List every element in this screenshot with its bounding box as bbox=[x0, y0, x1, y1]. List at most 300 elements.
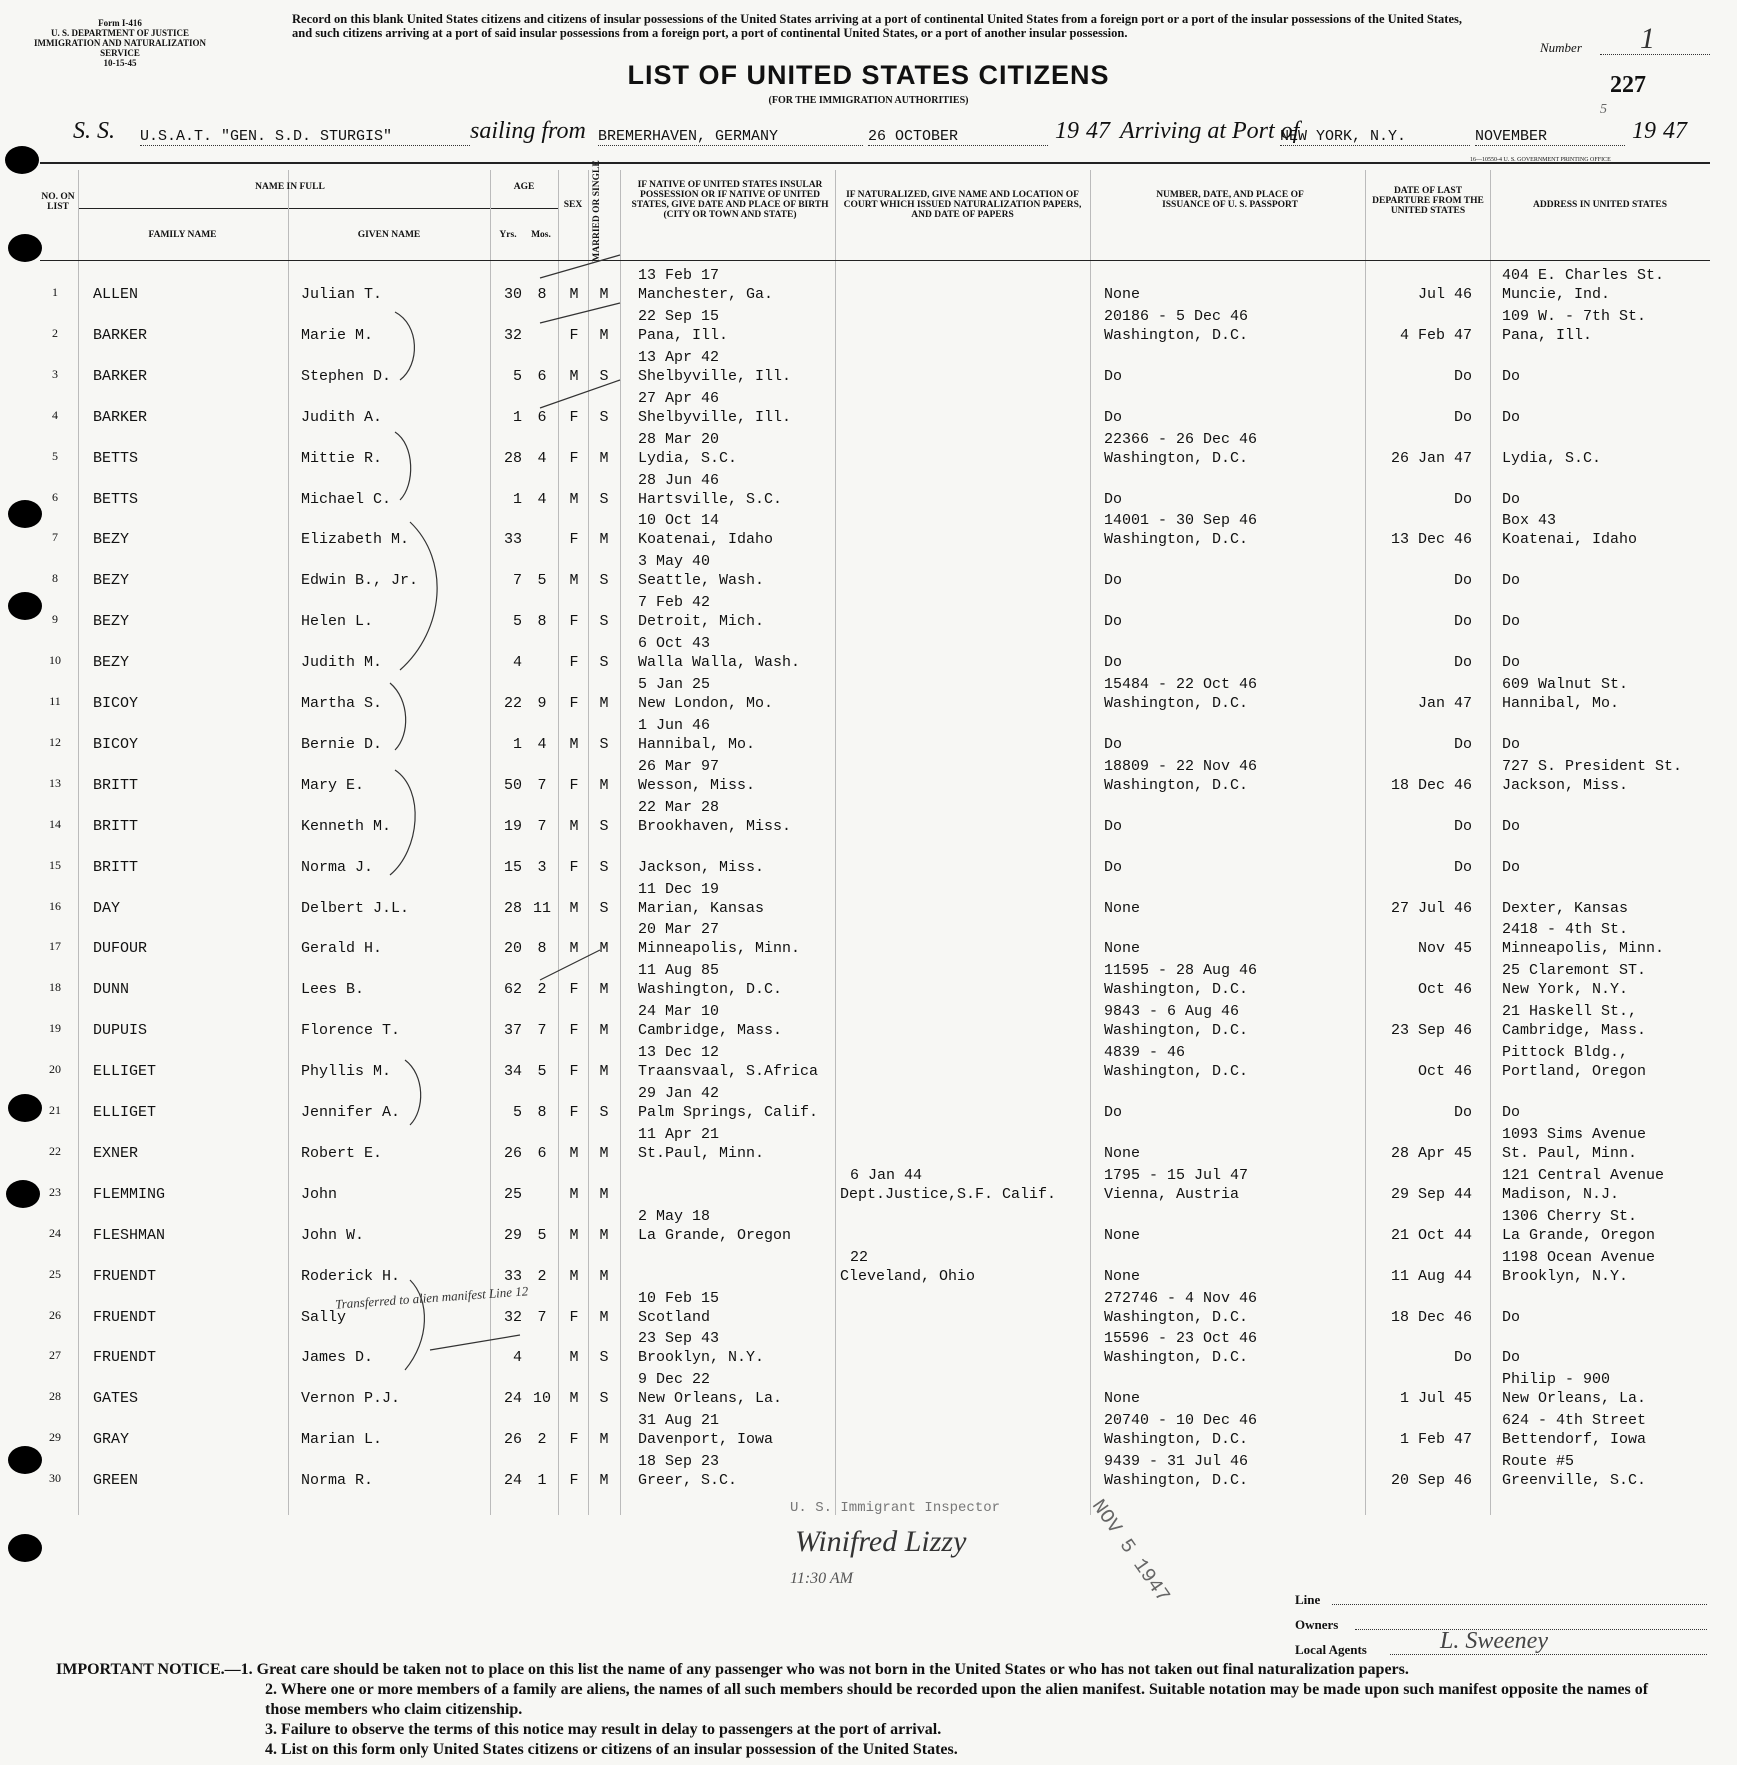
family-name: DUFOUR bbox=[93, 940, 148, 958]
family-name: BEZY bbox=[93, 531, 130, 549]
birth-place: New London, Mo. bbox=[638, 695, 774, 712]
sex: M bbox=[569, 1390, 579, 1408]
given-name: Edwin B., Jr. bbox=[301, 572, 419, 590]
birth-place: Minneapolis, Minn. bbox=[638, 940, 801, 958]
passport-place: Do bbox=[1104, 572, 1123, 590]
sex: F bbox=[569, 776, 579, 794]
given-name: John bbox=[301, 1185, 338, 1203]
last-departure: 26 Jan 47 bbox=[1390, 449, 1472, 467]
passport-place: Washington, D.C. bbox=[1104, 1063, 1249, 1081]
marital-status: S bbox=[599, 367, 609, 385]
marital-status: M bbox=[599, 1185, 609, 1203]
header-address: ADDRESS IN UNITED STATES bbox=[1532, 200, 1667, 210]
sex: F bbox=[569, 981, 579, 999]
marital-status: M bbox=[599, 449, 609, 467]
departure-year: 47 bbox=[1086, 118, 1110, 144]
row-number: 10 bbox=[49, 653, 61, 668]
address-line-2: Do bbox=[1502, 572, 1521, 590]
family-name: BARKER bbox=[93, 367, 148, 385]
address-line-2: Do bbox=[1502, 1308, 1521, 1326]
family-name: BRITT bbox=[93, 776, 139, 794]
last-departure: 4 Feb 47 bbox=[1399, 326, 1472, 344]
address-line-1: 25 Claremont ST. bbox=[1502, 962, 1647, 980]
last-departure: 13 Dec 46 bbox=[1390, 531, 1472, 549]
last-departure: Do bbox=[1453, 1349, 1472, 1367]
marital-status: S bbox=[599, 858, 609, 876]
given-name: Sally bbox=[301, 1308, 347, 1326]
passport-place: Washington, D.C. bbox=[1104, 326, 1249, 344]
address-line-1: 727 S. President St. bbox=[1502, 757, 1683, 775]
sex: F bbox=[569, 1308, 579, 1326]
address-line-2: Dexter, Kansas bbox=[1502, 899, 1629, 917]
address-line-2: Do bbox=[1502, 1349, 1521, 1367]
header-name-in-full: NAME IN FULL bbox=[255, 182, 325, 192]
header-age: AGE bbox=[513, 182, 535, 192]
marital-status: M bbox=[599, 1063, 609, 1081]
notice-item-3: 3. Failure to observe the terms of this notice may result in delay to passengers at the port of arrival. bbox=[265, 1721, 942, 1738]
last-departure: 28 Apr 45 bbox=[1390, 1144, 1472, 1162]
page-number: 227 bbox=[1610, 72, 1646, 98]
sex: F bbox=[569, 449, 579, 467]
page-title: LIST OF UNITED STATES CITIZENS bbox=[627, 60, 1110, 90]
passport-place: Washington, D.C. bbox=[1104, 449, 1249, 467]
age-years: 28 bbox=[503, 899, 522, 917]
address-line-2: Do bbox=[1502, 735, 1521, 753]
last-departure: Do bbox=[1453, 1104, 1472, 1121]
address-line-1: 609 Walnut St. bbox=[1502, 676, 1629, 693]
passport-place: Washington, D.C. bbox=[1104, 531, 1249, 549]
passport-place: Washington, D.C. bbox=[1104, 776, 1249, 794]
address-line-1: 1093 Sims Avenue bbox=[1502, 1125, 1647, 1143]
marital-status: S bbox=[599, 1349, 609, 1367]
form-date: 10-15-45 bbox=[103, 58, 137, 68]
family-bracket bbox=[390, 683, 406, 750]
age-years: 5 bbox=[512, 613, 522, 631]
check-mark bbox=[540, 303, 620, 323]
birth-date: 22 Mar 28 bbox=[638, 798, 720, 816]
passport-place: Vienna, Austria bbox=[1104, 1185, 1240, 1203]
address-line-1: 2418 - 4th St. bbox=[1502, 921, 1629, 939]
passport-number-date: 20186 - 5 Dec 46 bbox=[1104, 307, 1249, 325]
notice-item-4: 4. List on this form only United States citizens or citizens of an insular possession of the United States. bbox=[265, 1741, 958, 1758]
family-name: BEZY bbox=[93, 572, 130, 590]
sex: F bbox=[569, 695, 579, 712]
birth-date: 3 May 40 bbox=[638, 553, 711, 571]
last-departure: 18 Dec 46 bbox=[1390, 1308, 1472, 1326]
sex: F bbox=[569, 408, 579, 426]
birth-date: 28 Jun 46 bbox=[638, 471, 720, 489]
inspector-signature: Winifred Lizzy bbox=[795, 1525, 967, 1558]
birth-date: 24 Mar 10 bbox=[638, 1003, 720, 1021]
header-mos: Mos. bbox=[531, 230, 551, 240]
last-departure: Do bbox=[1453, 490, 1472, 508]
address-line-2: Do bbox=[1502, 817, 1521, 835]
sex: F bbox=[569, 531, 579, 549]
age-months: 9 bbox=[537, 695, 547, 712]
last-departure: Do bbox=[1453, 408, 1472, 426]
birth-date: 20 Mar 27 bbox=[638, 921, 720, 939]
arriving-label: Arriving at Port of bbox=[1120, 118, 1300, 144]
last-departure: Do bbox=[1453, 817, 1472, 835]
address-line-1: 21 Haskell St., bbox=[1502, 1003, 1638, 1021]
age-years: 22 bbox=[503, 695, 522, 712]
birth-place: Traansvaal, S.Africa bbox=[638, 1063, 819, 1081]
row-number: 15 bbox=[49, 857, 61, 872]
last-departure: Oct 46 bbox=[1417, 981, 1472, 999]
marital-status: S bbox=[599, 899, 609, 917]
family-name: BICOY bbox=[93, 735, 139, 753]
birth-date: 13 Dec 12 bbox=[638, 1044, 720, 1062]
family-name: BARKER bbox=[93, 408, 148, 426]
family-name: FRUENDT bbox=[93, 1308, 157, 1326]
birth-date: 2 May 18 bbox=[638, 1207, 711, 1225]
age-months: 4 bbox=[537, 735, 547, 753]
intro-text: Record on this blank United States citizens and citizens of insular possessions of the United States arriving at a port of continental United States from a foreign port or a port of the insular possessions of the United States, and such citizens arriving at a port of said insular possessions from a foreign port, a port of continental United States, or a port of another insular possession. bbox=[292, 12, 1462, 40]
marital-status: M bbox=[599, 940, 609, 958]
sex: F bbox=[569, 613, 579, 631]
sex: F bbox=[569, 1431, 579, 1449]
family-bracket bbox=[390, 770, 415, 875]
age-months: 5 bbox=[537, 572, 547, 590]
row-number: 26 bbox=[49, 1307, 61, 1322]
given-name: Mary E. bbox=[301, 776, 365, 794]
age-years: 24 bbox=[503, 1390, 522, 1408]
row-number: 16 bbox=[49, 898, 61, 913]
sex: M bbox=[569, 367, 579, 385]
family-bracket bbox=[395, 312, 414, 380]
marital-status: S bbox=[599, 817, 609, 835]
sex: M bbox=[569, 1349, 579, 1367]
line-label: Line bbox=[1295, 1592, 1321, 1607]
family-bracket bbox=[395, 432, 411, 500]
address-line-2: Cambridge, Mass. bbox=[1502, 1022, 1647, 1040]
sex: M bbox=[569, 1267, 579, 1285]
family-name: BARKER bbox=[93, 326, 148, 344]
birth-date: 31 Aug 21 bbox=[638, 1412, 720, 1430]
given-name: John W. bbox=[301, 1226, 365, 1244]
arrival-port: NEW YORK, N.Y. bbox=[1280, 128, 1470, 146]
sex: M bbox=[569, 1185, 579, 1203]
row-number: 1 bbox=[52, 285, 58, 299]
given-name: Judith M. bbox=[301, 654, 383, 672]
marital-status: M bbox=[599, 1431, 609, 1449]
birth-place: Manchester, Ga. bbox=[638, 286, 774, 303]
number-label: Number bbox=[1540, 40, 1582, 55]
address-line-1: 1198 Ocean Avenue bbox=[1502, 1248, 1656, 1266]
birth-date: 22 Sep 15 bbox=[638, 307, 720, 325]
passport-place: Washington, D.C. bbox=[1104, 1472, 1249, 1490]
agents-field bbox=[1390, 1654, 1707, 1655]
sex: F bbox=[569, 1104, 579, 1121]
row-number: 9 bbox=[52, 612, 58, 627]
sex: F bbox=[569, 1022, 579, 1040]
family-name: FRUENDT bbox=[93, 1349, 157, 1367]
address-line-1: 624 - 4th Street bbox=[1502, 1412, 1647, 1430]
passport-place: Washington, D.C. bbox=[1104, 981, 1249, 999]
line-field bbox=[1332, 1604, 1707, 1605]
address-line-2: Greenville, S.C. bbox=[1502, 1472, 1647, 1490]
passport-place: None bbox=[1104, 1267, 1141, 1285]
given-name: Judith A. bbox=[301, 408, 383, 426]
owners-label: Owners bbox=[1295, 1617, 1339, 1632]
row-number: 28 bbox=[49, 1389, 61, 1404]
family-name: BRITT bbox=[93, 817, 139, 835]
marital-status: M bbox=[599, 695, 609, 712]
address-line-2: Portland, Oregon bbox=[1502, 1063, 1647, 1081]
passport-place: Washington, D.C. bbox=[1104, 1308, 1249, 1326]
address-line-2: La Grande, Oregon bbox=[1502, 1226, 1656, 1244]
given-name: Norma J. bbox=[301, 858, 374, 876]
marital-status: S bbox=[599, 572, 609, 590]
sex: M bbox=[569, 735, 579, 753]
age-months: 4 bbox=[537, 490, 547, 508]
header-departure: DATE OF LAST DEPARTURE FROM THE UNITED STATES bbox=[1372, 186, 1484, 216]
marital-status: S bbox=[599, 654, 609, 672]
row-number: 4 bbox=[52, 407, 58, 422]
given-name: Bernie D. bbox=[301, 735, 383, 753]
passport-place: None bbox=[1104, 1144, 1141, 1162]
age-months: 11 bbox=[532, 899, 551, 917]
department-name: U. S. DEPARTMENT OF JUSTICE bbox=[50, 28, 190, 38]
address-line-2: Do bbox=[1502, 858, 1521, 876]
passport-place: Do bbox=[1104, 735, 1123, 753]
marital-status: M bbox=[599, 981, 609, 999]
last-departure: 11 Aug 44 bbox=[1390, 1267, 1472, 1285]
family-name: ALLEN bbox=[93, 286, 139, 303]
last-departure: 1 Jul 45 bbox=[1399, 1390, 1472, 1408]
notice-item-2: 2. Where one or more members of a family are aliens, the names of all such members should be recorded upon the alien manifest. Suitable notation may be made upon such manifest opposite the names of those members who claim citizenship. bbox=[265, 1681, 1649, 1718]
last-departure: Do bbox=[1453, 858, 1472, 876]
marital-status: M bbox=[599, 531, 609, 549]
last-departure: Jan 47 bbox=[1417, 695, 1472, 712]
age-years: 1 bbox=[512, 735, 522, 753]
given-name: Delbert J.L. bbox=[301, 899, 410, 917]
marital-status: S bbox=[599, 1104, 609, 1121]
passport-place: Washington, D.C. bbox=[1104, 1022, 1249, 1040]
birth-place: Detroit, Mich. bbox=[638, 613, 765, 631]
address-line-2: Muncie, Ind. bbox=[1502, 286, 1611, 303]
form-number: Form I-416 bbox=[98, 18, 142, 28]
family-name: FLEMMING bbox=[93, 1185, 166, 1203]
birth-date: 27 Apr 46 bbox=[638, 389, 720, 407]
birth-place: Palm Springs, Calif. bbox=[638, 1104, 819, 1121]
marital-status: M bbox=[599, 1022, 609, 1040]
last-departure: Do bbox=[1453, 613, 1472, 631]
birth-date: 6 Oct 43 bbox=[638, 635, 711, 653]
passport-place: Washington, D.C. bbox=[1104, 695, 1249, 712]
birth-date: 18 Sep 23 bbox=[638, 1453, 720, 1471]
given-name: Helen L. bbox=[301, 613, 374, 631]
age-years: 32 bbox=[503, 326, 522, 344]
age-years: 29 bbox=[503, 1226, 522, 1244]
date-stamp: NOV 5 1947 bbox=[1086, 1495, 1174, 1608]
age-months: 5 bbox=[537, 1063, 547, 1081]
row-number: 27 bbox=[49, 1348, 61, 1363]
age-months: 5 bbox=[537, 1226, 547, 1244]
address-line-2: Do bbox=[1502, 490, 1521, 508]
time-note: 11:30 AM bbox=[790, 1570, 853, 1587]
marital-status: S bbox=[599, 613, 609, 631]
birth-place: Seattle, Wash. bbox=[638, 572, 765, 590]
passport-place: Do bbox=[1104, 654, 1123, 672]
address-line-1: 1306 Cherry St. bbox=[1502, 1207, 1638, 1225]
age-years: 28 bbox=[503, 449, 522, 467]
ss-label: S. S. bbox=[73, 118, 115, 144]
naturalization-date: 6 Jan 44 bbox=[850, 1166, 923, 1184]
sex: M bbox=[569, 572, 579, 590]
sailing-label: sailing from bbox=[470, 118, 586, 144]
given-name: Martha S. bbox=[301, 695, 383, 712]
header-naturalized: IF NATURALIZED, GIVE NAME AND LOCATION OF COURT WHICH ISSUED NATURALIZATION PAPERS, AND DATE OF PAPERS bbox=[843, 190, 1082, 220]
header-family-name: FAMILY NAME bbox=[148, 230, 217, 240]
sex: M bbox=[569, 1144, 579, 1162]
service-name: IMMIGRATION AND NATURALIZATION SERVICE bbox=[33, 38, 206, 58]
last-departure: Jul 46 bbox=[1417, 286, 1472, 303]
age-months: 6 bbox=[537, 367, 547, 385]
marital-status: M bbox=[599, 326, 609, 344]
marital-status: M bbox=[599, 776, 609, 794]
age-months: 1 bbox=[537, 1472, 547, 1490]
address-line-2: Do bbox=[1502, 1104, 1521, 1121]
given-name: Elizabeth M. bbox=[301, 531, 410, 549]
birth-date: 11 Aug 85 bbox=[638, 962, 720, 980]
birth-place: Davenport, Iowa bbox=[638, 1431, 774, 1449]
check-mark bbox=[430, 1335, 520, 1350]
passport-number-date: 18809 - 22 Nov 46 bbox=[1104, 757, 1258, 775]
passport-place: None bbox=[1104, 1390, 1141, 1408]
birth-place: Shelbyville, Ill. bbox=[638, 367, 792, 385]
age-years: 19 bbox=[503, 817, 522, 835]
row-number: 19 bbox=[49, 1021, 61, 1036]
age-years: 7 bbox=[512, 572, 522, 590]
age-months: 2 bbox=[537, 981, 547, 999]
birth-date: 5 Jan 25 bbox=[638, 676, 711, 693]
marital-status: M bbox=[599, 286, 609, 303]
row-number: 22 bbox=[49, 1143, 61, 1158]
header-married: MARRIED OR SINGLE bbox=[592, 160, 602, 262]
row-number: 11 bbox=[49, 694, 61, 708]
last-departure: 23 Sep 46 bbox=[1390, 1022, 1472, 1040]
address-line-2: Jackson, Miss. bbox=[1502, 776, 1629, 794]
age-months: 8 bbox=[537, 613, 547, 631]
age-years: 15 bbox=[503, 858, 522, 876]
age-months: 2 bbox=[537, 1267, 547, 1285]
last-departure: Do bbox=[1453, 572, 1472, 590]
age-months: 4 bbox=[537, 449, 547, 467]
given-name: Robert E. bbox=[301, 1144, 383, 1162]
family-name: BICOY bbox=[93, 695, 139, 712]
given-name: Marie M. bbox=[301, 326, 374, 344]
age-years: 33 bbox=[503, 531, 522, 549]
birth-date: 9 Dec 22 bbox=[638, 1371, 711, 1389]
address-line-1: Route #5 bbox=[1502, 1453, 1575, 1471]
arrival-day: 5 bbox=[1600, 102, 1607, 117]
row-number: 29 bbox=[49, 1430, 61, 1445]
address-line-2: Bettendorf, Iowa bbox=[1502, 1431, 1647, 1449]
family-name: ELLIGET bbox=[93, 1104, 157, 1121]
family-bracket bbox=[405, 1060, 421, 1125]
marital-status: M bbox=[599, 1226, 609, 1244]
page-subtitle: (FOR THE IMMIGRATION AUTHORITIES) bbox=[768, 95, 969, 106]
birth-place: Jackson, Miss. bbox=[638, 858, 765, 876]
birth-place: Hannibal, Mo. bbox=[638, 735, 756, 753]
marital-status: S bbox=[599, 1390, 609, 1408]
birth-place: La Grande, Oregon bbox=[638, 1226, 792, 1244]
sex: F bbox=[569, 654, 579, 672]
last-departure: 18 Dec 46 bbox=[1390, 776, 1472, 794]
age-months: 10 bbox=[532, 1390, 551, 1408]
ship-name: U.S.A.T. "GEN. S.D. STURGIS" bbox=[140, 128, 470, 146]
family-name: BETTS bbox=[93, 449, 139, 467]
passport-place: Do bbox=[1104, 490, 1123, 508]
birth-date: 11 Dec 19 bbox=[638, 880, 720, 898]
birth-date: 11 Apr 21 bbox=[638, 1125, 720, 1143]
row-number: 2 bbox=[52, 325, 58, 340]
family-name: DUNN bbox=[93, 981, 130, 999]
naturalization-court: Dept.Justice,S.F. Calif. bbox=[840, 1185, 1057, 1203]
row-number: 30 bbox=[49, 1471, 61, 1486]
age-months: 7 bbox=[537, 1022, 547, 1040]
address-line-2: New York, N.Y. bbox=[1502, 981, 1629, 999]
address-line-2: Do bbox=[1502, 613, 1521, 631]
last-departure: 1 Feb 47 bbox=[1399, 1431, 1472, 1449]
birth-place: Walla Walla, Wash. bbox=[638, 654, 801, 672]
sex: F bbox=[569, 1472, 579, 1490]
marital-status: M bbox=[599, 1144, 609, 1162]
age-years: 20 bbox=[503, 940, 522, 958]
passport-place: Do bbox=[1104, 858, 1123, 876]
row-number: 17 bbox=[49, 939, 61, 954]
given-name: Gerald H. bbox=[301, 940, 383, 958]
birth-place: Washington, D.C. bbox=[638, 981, 783, 999]
birth-place: Pana, Ill. bbox=[638, 326, 729, 344]
family-name: ELLIGET bbox=[93, 1063, 157, 1081]
arrival-year: 47 bbox=[1663, 118, 1687, 144]
check-mark bbox=[540, 380, 620, 408]
birth-date: 23 Sep 43 bbox=[638, 1330, 720, 1348]
given-name: Phyllis M. bbox=[301, 1063, 392, 1081]
row-number: 7 bbox=[52, 530, 58, 545]
agents-label: Local Agents bbox=[1295, 1642, 1367, 1657]
given-name: Norma R. bbox=[301, 1472, 374, 1490]
sex: F bbox=[569, 1063, 579, 1081]
birth-place: Marian, Kansas bbox=[638, 899, 765, 917]
address-line-2: Do bbox=[1502, 408, 1521, 426]
row-number: 25 bbox=[49, 1266, 61, 1281]
address-line-1: Pittock Bldg., bbox=[1502, 1044, 1629, 1062]
passport-place: None bbox=[1104, 899, 1141, 917]
age-years: 33 bbox=[503, 1267, 522, 1285]
passport-place: Washington, D.C. bbox=[1104, 1349, 1249, 1367]
check-mark bbox=[540, 255, 620, 278]
sex: M bbox=[569, 490, 579, 508]
family-name: GATES bbox=[93, 1390, 139, 1408]
last-departure: 29 Sep 44 bbox=[1390, 1185, 1472, 1203]
address-line-2: New Orleans, La. bbox=[1502, 1390, 1647, 1408]
birth-place: Scotland bbox=[638, 1308, 711, 1326]
birth-date: 26 Mar 97 bbox=[638, 757, 720, 775]
family-name: DAY bbox=[93, 899, 121, 917]
birth-place: New Orleans, La. bbox=[638, 1390, 783, 1408]
given-name: Julian T. bbox=[301, 286, 383, 303]
passport-number-date: 1795 - 15 Jul 47 bbox=[1104, 1166, 1249, 1184]
birth-date: 29 Jan 42 bbox=[638, 1085, 720, 1102]
address-line-2: Hannibal, Mo. bbox=[1502, 695, 1620, 712]
row-number: 20 bbox=[49, 1062, 61, 1077]
marital-status: S bbox=[599, 735, 609, 753]
transfer-note: Transferred to alien manifest Line 12 bbox=[334, 1283, 529, 1312]
family-name: BETTS bbox=[93, 490, 139, 508]
